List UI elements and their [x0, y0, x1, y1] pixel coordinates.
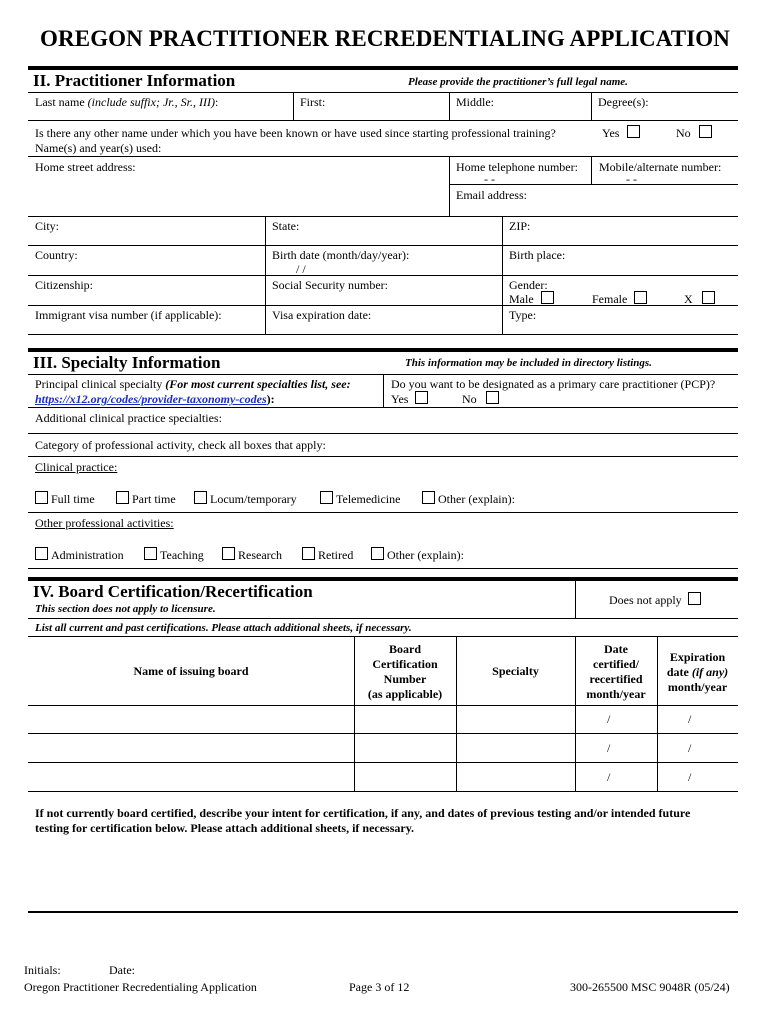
col-header-number: Board Certification Number (as applicable) — [367, 642, 443, 701]
no-checkbox[interactable] — [486, 391, 499, 404]
divider — [28, 433, 738, 434]
male-label: Male — [509, 292, 534, 306]
checkbox[interactable] — [194, 491, 207, 504]
checkbox[interactable] — [35, 547, 48, 560]
divider — [28, 568, 738, 569]
intent-text-area[interactable] — [28, 838, 738, 910]
divider — [28, 407, 738, 408]
home-address-label[interactable]: Home street address: — [35, 160, 136, 174]
no-label: No — [676, 126, 691, 140]
first-name-label[interactable]: First: — [300, 95, 326, 109]
option-label: Telemedicine — [336, 492, 401, 506]
divider — [383, 374, 384, 407]
clinical-option-locum[interactable] — [194, 491, 297, 507]
other-activities-label: Other professional activities: — [35, 516, 174, 530]
mobile-dashes: - - — [626, 172, 637, 186]
divider — [591, 92, 592, 120]
divider — [28, 275, 738, 276]
page-number: Page 3 of 12 — [349, 980, 410, 994]
clinical-practice-label: Clinical practice: — [35, 460, 118, 474]
board-name-cell[interactable] — [28, 763, 354, 791]
pcp-question: Do you want to be designated as a primary care practitioner (PCP)? — [391, 377, 716, 391]
date-label[interactable]: Date: — [109, 963, 135, 977]
zip-label[interactable]: ZIP: — [509, 219, 531, 233]
divider — [28, 156, 738, 157]
section-2-bar — [28, 66, 738, 70]
mobile-label[interactable]: Mobile/alternate number: — [599, 160, 722, 174]
yes-label: Yes — [391, 392, 409, 406]
initials-label[interactable]: Initials: — [24, 963, 61, 977]
state-label[interactable]: State: — [272, 219, 300, 233]
yes-label: Yes — [602, 126, 620, 140]
divider — [456, 636, 457, 791]
divider — [28, 245, 738, 246]
principal-specialty-label[interactable]: Principal clinical specialty (For most current specialties list, see: — [35, 377, 351, 391]
section-2-heading: II. Practitioner Information — [33, 71, 236, 90]
option-label: Full time — [51, 492, 95, 506]
section-3-bar — [28, 348, 738, 352]
divider — [28, 334, 738, 335]
female-label: Female — [592, 292, 628, 306]
section-3-note: This information may be included in directory listings. — [405, 357, 652, 369]
x-label: X — [684, 292, 693, 306]
divider — [28, 120, 738, 121]
divider — [293, 92, 294, 120]
middle-name-label[interactable]: Middle: — [456, 95, 494, 109]
section-4-bar — [28, 577, 738, 581]
expiration-slash: / — [688, 741, 692, 755]
divider — [28, 456, 738, 457]
visa-expiration-label[interactable]: Visa expiration date: — [272, 308, 372, 322]
divider — [28, 636, 738, 637]
clinical-option-full-time[interactable] — [35, 491, 95, 507]
checkbox[interactable] — [144, 547, 157, 560]
date-slash: / — [607, 770, 611, 784]
birth-date-label[interactable]: Birth date (month/day/year): — [272, 248, 410, 262]
ssn-label[interactable]: Social Security number: — [272, 278, 388, 292]
option-label: Teaching — [160, 548, 204, 562]
home-phone-label[interactable]: Home telephone number: — [456, 160, 578, 174]
option-label: Retired — [318, 548, 354, 562]
divider — [28, 911, 738, 913]
other-name-no[interactable] — [676, 125, 715, 141]
activity-option-administration[interactable] — [35, 547, 124, 563]
other-name-question: Is there any other name under which you have been known or have used since starting professional training? — [35, 126, 556, 140]
date-slash: / — [607, 741, 611, 755]
expiration-slash: / — [688, 712, 692, 726]
yes-checkbox[interactable] — [415, 391, 428, 404]
pcp-no[interactable] — [462, 391, 502, 407]
visa-number-label[interactable]: Immigrant visa number (if applicable): — [35, 308, 222, 322]
certifications-note: List all current and past certifications. Please attach additional sheets, if necessary. — [35, 622, 412, 634]
last-name-label[interactable]: Last name (include suffix; Jr., Sr., III): — [35, 95, 219, 109]
male-checkbox[interactable] — [541, 291, 554, 304]
divider — [28, 216, 738, 217]
section-4-subheading: This section does not apply to licensure. — [35, 603, 216, 615]
col-header-expiration: Expiration date (if any) month/year — [666, 650, 729, 694]
names-used-label[interactable]: Name(s) and year(s) used: — [35, 141, 162, 155]
degrees-label[interactable]: Degree(s): — [598, 95, 649, 109]
home-phone-dashes: - - — [484, 172, 495, 186]
divider — [28, 92, 738, 93]
page-title: OREGON PRACTITIONER RECREDENTIALING APPLICATION — [40, 26, 730, 51]
city-label[interactable]: City: — [35, 219, 60, 233]
checkbox[interactable] — [35, 491, 48, 504]
option-label: Other (explain): — [438, 492, 515, 506]
section-4-heading: IV. Board Certification/Recertification — [33, 582, 313, 601]
activity-option-teaching[interactable] — [144, 547, 204, 563]
divider — [449, 92, 450, 120]
pcp-yes[interactable] — [391, 391, 431, 407]
other-name-yes[interactable] — [602, 125, 643, 141]
expiration-slash: / — [688, 770, 692, 784]
activity-option-research[interactable] — [222, 547, 282, 563]
intent-text-line-1: If not currently board certified, describe your intent for certification, if any, and dates of previous testing and/or intended future — [35, 806, 691, 820]
category-label: Category of professional activity, check all boxes that apply: — [35, 438, 326, 452]
does-not-apply-checkbox[interactable] — [688, 592, 701, 605]
divider — [28, 305, 738, 306]
female-checkbox[interactable] — [634, 291, 647, 304]
divider — [28, 618, 738, 619]
birth-place-label[interactable]: Birth place: — [509, 248, 566, 262]
divider — [28, 791, 738, 792]
option-label: Part time — [132, 492, 176, 506]
option-label: Administration — [51, 548, 124, 562]
section-2-note: Please provide the practitioner’s full legal name. — [408, 76, 628, 88]
intent-text-line-2: testing for certification below. Please attach additional sheets, if necessary. — [35, 821, 415, 835]
activity-option-retired[interactable] — [302, 547, 353, 563]
additional-specialties-label[interactable]: Additional clinical practice specialties: — [35, 411, 222, 425]
divider — [449, 156, 450, 216]
divider — [449, 184, 738, 185]
yes-checkbox[interactable] — [627, 125, 640, 138]
email-label[interactable]: Email address: — [456, 188, 527, 202]
checkbox[interactable] — [371, 547, 384, 560]
does-not-apply[interactable] — [609, 592, 704, 608]
taxonomy-link[interactable]: https://x12.org/codes/provider-taxonomy-codes — [35, 392, 267, 406]
checkbox[interactable] — [222, 547, 235, 560]
no-label: No — [462, 392, 477, 406]
x-checkbox[interactable] — [702, 291, 715, 304]
checkbox[interactable] — [116, 491, 129, 504]
board-name-cell[interactable] — [28, 706, 354, 733]
checkbox[interactable] — [302, 547, 315, 560]
clinical-option-telemedicine[interactable] — [320, 491, 400, 507]
col-header-board: Name of issuing board — [133, 664, 249, 678]
birth-date-slashes: / / — [296, 262, 306, 276]
gender-label: Gender: — [509, 278, 548, 292]
divider — [575, 581, 576, 618]
option-label: Locum/temporary — [210, 492, 297, 506]
clinical-option-part-time[interactable] — [116, 491, 176, 507]
option-label: Research — [238, 548, 282, 562]
col-header-date-certified: Date certified/ recertified month/year — [586, 642, 646, 701]
visa-type-label[interactable]: Type: — [509, 308, 537, 322]
checkbox[interactable] — [320, 491, 333, 504]
form-name: Oregon Practitioner Recredentialing Application — [24, 980, 257, 994]
divider — [591, 156, 592, 184]
no-checkbox[interactable] — [699, 125, 712, 138]
citizenship-label[interactable]: Citizenship: — [35, 278, 93, 292]
section-3-heading: III. Specialty Information — [33, 353, 221, 372]
divider — [28, 512, 738, 513]
activity-option-other[interactable] — [371, 547, 464, 563]
date-slash: / — [607, 712, 611, 726]
country-label[interactable]: Country: — [35, 248, 78, 262]
board-name-cell[interactable] — [28, 734, 354, 762]
checkbox[interactable] — [422, 491, 435, 504]
form-code: 300-265500 MSC 9048R (05/24) — [570, 980, 730, 994]
does-not-apply-label: Does not apply — [609, 593, 682, 607]
option-label: Other (explain): — [387, 548, 464, 562]
clinical-option-other[interactable] — [422, 491, 515, 507]
taxonomy-link-row: https://x12.org/codes/provider-taxonomy-codes): — [35, 392, 275, 406]
col-header-specialty: Specialty — [492, 664, 539, 678]
